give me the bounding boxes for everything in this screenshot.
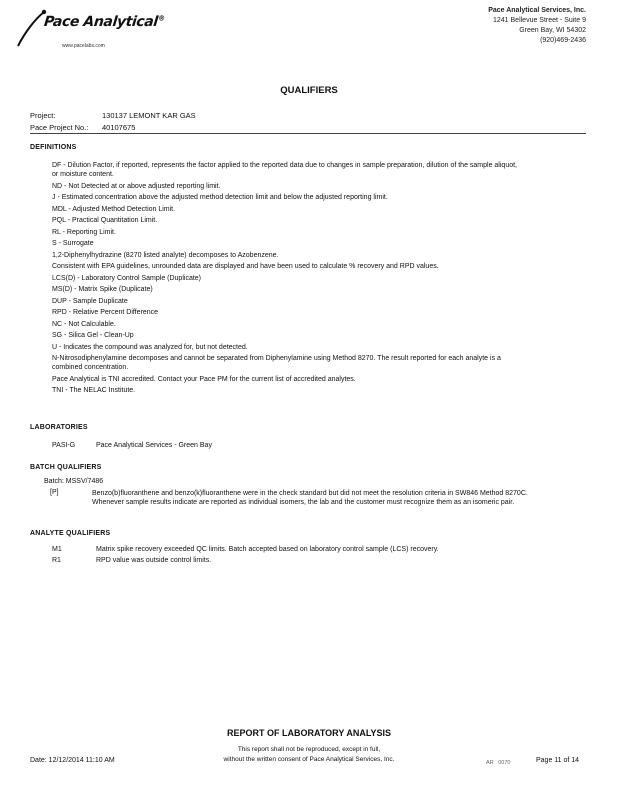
laboratory-code: PASI-G	[52, 442, 76, 449]
definition-item: DF - Dilution Factor, if reported, represents the factor applied to the reported data due to changes in sample preparation, dilution of the sample aliquot, or moisture content.	[52, 162, 517, 178]
definition-item: SG - Silica Gel - Clean-Up	[52, 332, 134, 339]
definition-item: Pace Analytical is TNI accredited. Contact your Pace PM for the current list of accredited analytes.	[52, 375, 356, 383]
definitions-list	[52, 161, 522, 398]
analyte-qualifier-code: M1	[52, 546, 62, 553]
batch-qualifier-text: Benzo(b)fluoranthene and benzo(k)fluoranthene were in the check standard but did not meet the resolution criteria in SW846 Method 8270C. Whenever sample results indicate are reported as individual isomers, the lab and the customer must recognize them as an isomeric pair.	[92, 490, 528, 506]
reproduction-notice-line-2: without the written consent of Pace Analytical Services, Inc.	[223, 756, 395, 763]
definition-item: ND - Not Detected at or above adjusted reporting limit.	[52, 182, 221, 190]
definition-item: MS(D) - Matrix Spike (Duplicate)	[52, 286, 153, 293]
project-value: 130137 LEMONT KAR GAS	[102, 111, 196, 120]
reproduction-notice-line-1: This report shall not be reproduced, except in full,	[237, 746, 381, 753]
definition-item: NC - Not Calculable.	[52, 320, 116, 328]
issue-date: Date: 12/12/2014 11:10 AM	[30, 757, 115, 764]
analyte-qualifier-text: RPD value was outside control limits.	[96, 557, 212, 564]
batch-qualifier	[44, 478, 534, 507]
page-number: Page 11 of 14	[536, 757, 580, 764]
laboratory-name: Pace Analytical Services - Green Bay	[96, 442, 212, 449]
batch-qualifier-code: [P]	[50, 489, 59, 496]
report-footer-title: REPORT OF LABORATORY ANALYSIS	[226, 728, 392, 738]
pace-project-label: Pace Project No.:	[30, 123, 89, 132]
pace-project-value: 40107675	[102, 123, 136, 132]
definition-item: N-Nitrosodiphenylamine decomposes and cannot be separated from Diphenylamine using Method 8270. The result reported for each analyte is a combined concentration.	[52, 355, 501, 371]
definition-item: RL - Reporting Limit.	[52, 228, 116, 236]
analyte-qualifier-row	[52, 557, 439, 564]
analyte-qualifier-text: Matrix spike recovery exceeded QC limits. Batch accepted based on laboratory control sample (LCS) recovery.	[96, 546, 439, 553]
definition-item: PQL - Practical Quantitation Limit.	[52, 217, 158, 224]
analyte-qualifiers-list	[52, 546, 439, 568]
definition-item: J - Estimated concentration above the adjusted method detection limit and below the adjusted reporting limit.	[52, 194, 388, 201]
project-label: Project:	[30, 111, 56, 120]
page-title: QUALIFIERS	[280, 85, 338, 96]
project-info	[30, 110, 196, 134]
pace-logo-text: Pace Analytical®	[43, 14, 166, 30]
logo-url: www.pacelabs.com	[62, 43, 105, 49]
definition-item: Consistent with EPA guidelines, unrounded data are displayed and have been used to calculate % recovery and RPD values.	[52, 263, 439, 270]
address-line-1: 1241 Bellevue Street - Suite 9	[492, 17, 586, 24]
company-phone: (920)469-2436	[540, 37, 586, 44]
definition-item: TNI - The NELAC Institute.	[52, 387, 136, 394]
definition-item: U - Indicates the compound was analyzed for, but not detected.	[52, 343, 248, 351]
analyte-qualifier-code: R1	[52, 557, 61, 564]
definition-item: LCS(D) - Laboratory Control Sample (Duplicate)	[52, 274, 201, 282]
company-address	[488, 6, 586, 46]
company-name: Pace Analytical Services, Inc.	[488, 7, 586, 14]
definitions-heading: DEFINITIONS	[30, 144, 77, 151]
analyte-qualifiers-heading: ANALYTE QUALIFIERS	[30, 530, 111, 537]
address-line-2: Green Bay, WI 54302	[519, 27, 586, 34]
laboratory-row	[52, 442, 212, 449]
definition-item: S - Surrogate	[52, 240, 94, 247]
laboratories-heading: LABORATORIES	[30, 424, 88, 431]
definition-item: RPD - Relative Percent Difference	[52, 309, 159, 316]
ar-stamp: AR 0070	[486, 760, 511, 766]
definition-item: DUP - Sample Duplicate	[52, 297, 128, 305]
definition-item: MDL - Adjusted Method Detection Limit.	[52, 205, 176, 213]
divider	[30, 133, 586, 134]
analyte-qualifier-row	[52, 546, 439, 553]
batch-qualifiers-heading: BATCH QUALIFIERS	[30, 464, 102, 471]
batch-id: Batch: MSSV/7486	[44, 478, 104, 485]
definition-item: 1,2-Diphenylhydrazine (8270 listed analyte) decomposes to Azobenzene.	[52, 251, 279, 259]
